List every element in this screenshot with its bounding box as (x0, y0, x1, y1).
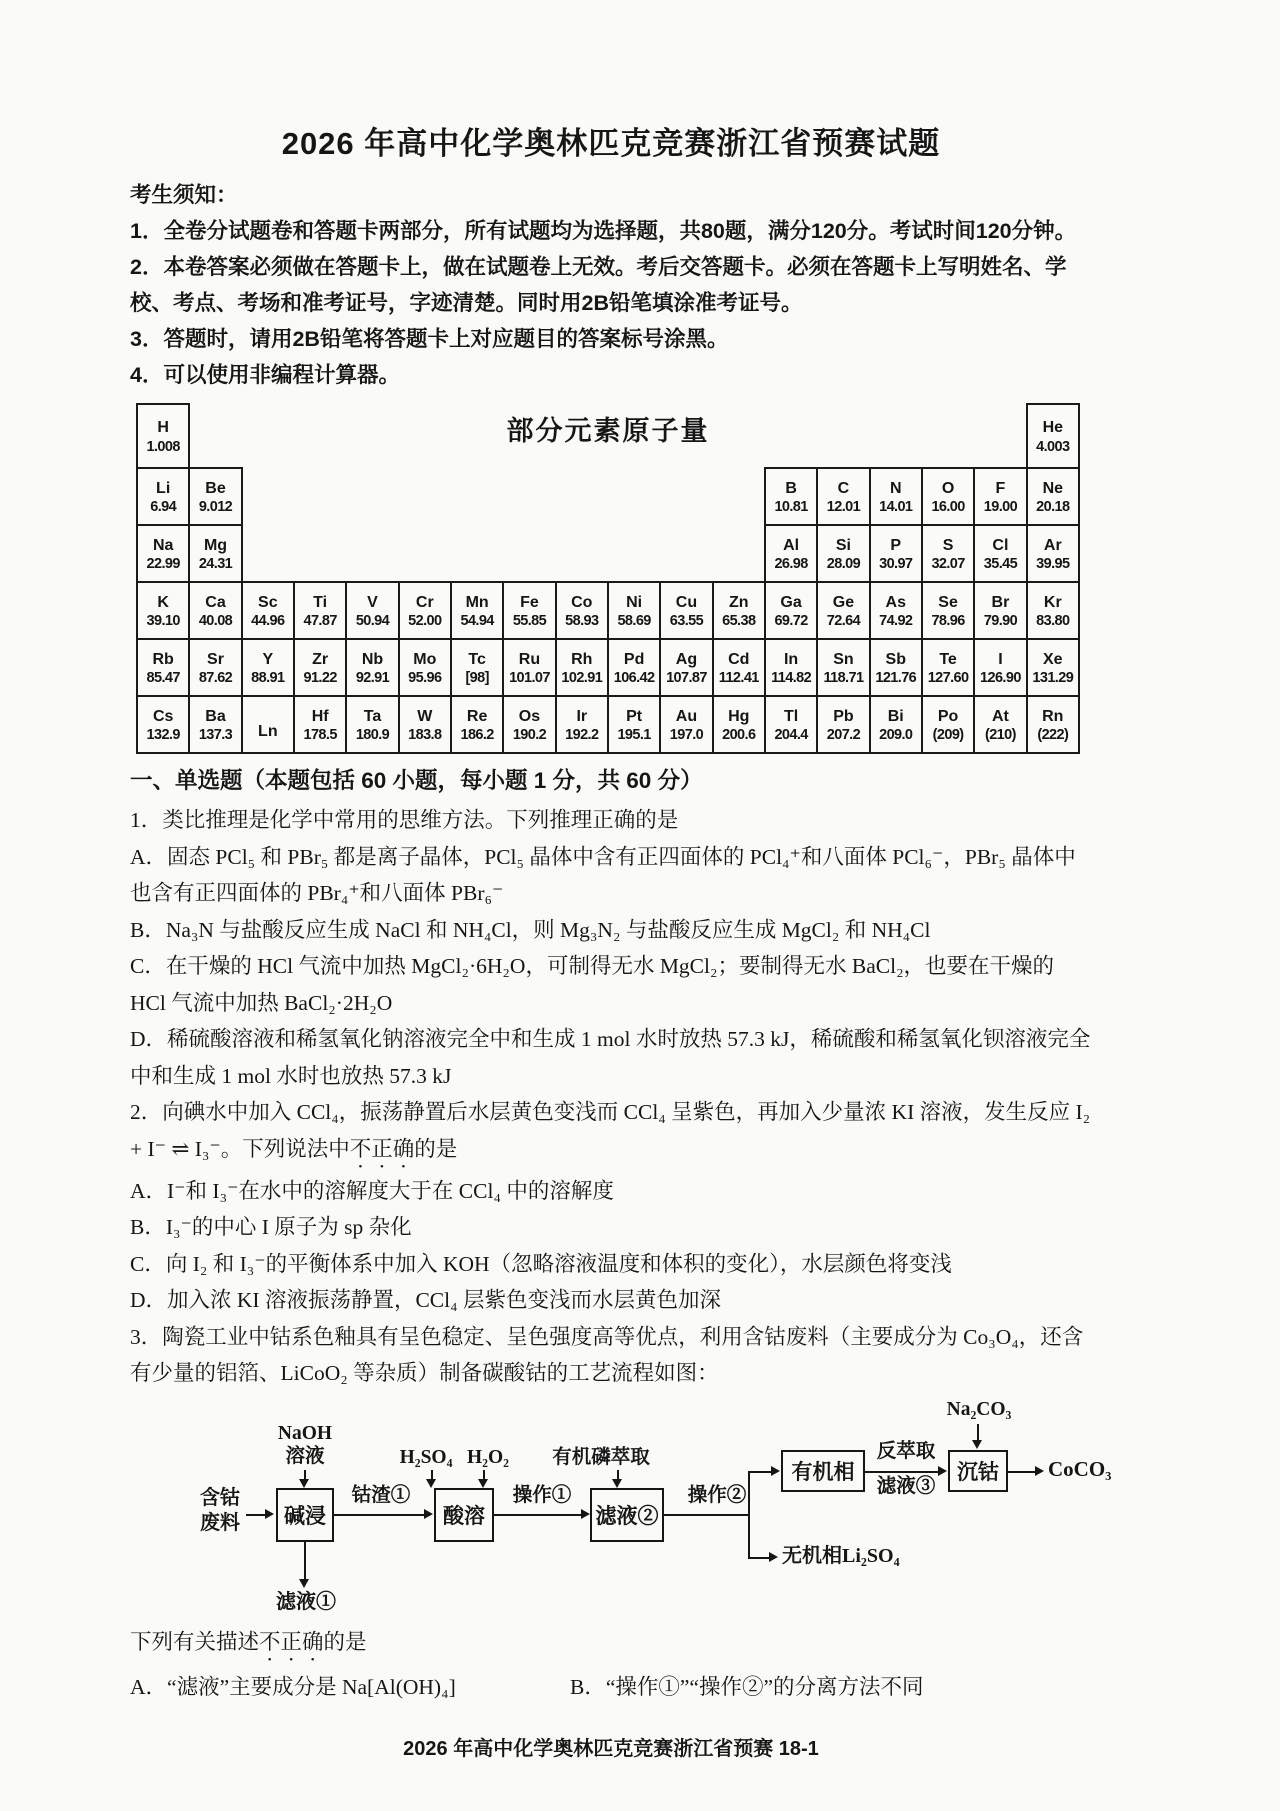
element-symbol: Sr (207, 650, 224, 668)
notice-section (130, 177, 1092, 393)
notice-item: 1．全卷分试题卷和答题卡两部分，所有试题均为选择题，共80题，满分120分。考试时间120分钟。 (130, 219, 1077, 243)
op1-label: 操作① (512, 1484, 572, 1506)
element-mass: 22.99 (146, 556, 180, 573)
element-Ba (189, 696, 241, 753)
element-symbol: Br (991, 593, 1010, 611)
element-symbol: Zn (729, 593, 749, 611)
element-Ca (189, 582, 241, 639)
arrow-line (334, 1514, 425, 1516)
element-S (922, 525, 974, 582)
notice-heading: 考生须知： (130, 183, 238, 207)
box-acid-dissolve: 酸溶 (434, 1488, 494, 1542)
element-mass: 58.93 (565, 613, 599, 630)
element-mass: 47.87 (303, 613, 337, 630)
element-mass: 1.008 (146, 438, 180, 455)
element-symbol: Ni (626, 593, 643, 611)
element-symbol: Ne (1042, 479, 1064, 497)
element-mass: 85.47 (146, 670, 180, 687)
q1-option: B．Na₃N 与盐酸反应生成 NaCl 和 NH₄Cl，则 Mg₃N₂ 与盐酸反应生成 MgCl₂ 和 NH₄Cl (130, 917, 931, 942)
box-organic-phase: 有机相 (781, 1450, 865, 1492)
element-symbol: Y (262, 650, 274, 668)
element-mass: 126.90 (980, 670, 1021, 687)
q1-option: D．稀硫酸溶液和稀氢氧化钠溶液完全中和生成 1 mol 水时放热 57.3 kJ，稀硫酸和稀氢氧化钡溶液完全中和生成 1 mol 水时也放热 57.3 kJ (130, 1027, 1091, 1088)
element-symbol: Rh (571, 650, 593, 668)
element-symbol: O (941, 479, 955, 497)
element-symbol: Cd (728, 650, 750, 668)
element-mass: 52.00 (408, 613, 442, 630)
element-symbol: Al (783, 536, 800, 554)
element-mass: 10.81 (774, 499, 808, 516)
element-symbol: Te (939, 650, 957, 668)
element-mass: 107.87 (666, 670, 707, 687)
element-symbol: Be (205, 479, 226, 497)
element-mass: 28.09 (826, 556, 861, 573)
element-symbol: F (995, 479, 1006, 497)
element-symbol: Ba (205, 707, 226, 725)
element-symbol: Si (835, 536, 851, 554)
element-He (1027, 404, 1079, 468)
inorganic-phase-label: 无机相Li₂SO₄ (782, 1544, 900, 1567)
element-symbol: Tl (783, 707, 799, 725)
element-symbol: S (942, 536, 954, 554)
element-Cd (713, 639, 765, 696)
element-symbol: Au (675, 707, 698, 725)
element-Cr (399, 582, 451, 639)
q1-option: C．在干燥的 HCl 气流中加热 MgCl₂·6H₂O，可制得无水 MgCl₂；要制得无水 BaCl₂，也要在干燥的 HCl 气流中加热 BaCl₂·2H₂O (130, 954, 1055, 1015)
element-symbol: Ag (675, 650, 698, 668)
element-Mn (451, 582, 503, 639)
element-mass: 20.18 (1036, 499, 1070, 516)
element-symbol: At (991, 707, 1009, 725)
element-V (346, 582, 398, 639)
periodic-table-gap (242, 525, 765, 582)
element-Nb (346, 639, 398, 696)
arrow-down-icon (299, 1579, 309, 1588)
element-symbol: In (783, 650, 799, 668)
arrow-line (304, 1542, 306, 1580)
element-mass: 32.07 (931, 556, 965, 573)
naoh-label: NaOH 溶液 (277, 1422, 333, 1467)
element-symbol: Hf (311, 707, 329, 725)
arrow-down-icon (972, 1440, 982, 1449)
arrow-down-icon (478, 1479, 488, 1488)
element-mass: 16.00 (931, 499, 965, 516)
element-symbol: Rb (152, 650, 174, 668)
element-mass: 19.00 (983, 499, 1018, 516)
q3-tail (130, 1624, 1092, 1666)
element-mass: 9.012 (198, 499, 233, 516)
element-mass: 88.91 (251, 670, 285, 687)
element-symbol: Ca (205, 593, 226, 611)
element-mass: 63.55 (669, 613, 704, 630)
page-footer: 2026 年高中化学奥林匹克竞赛浙江省预赛 18-1 (403, 1737, 819, 1760)
element-mass: 209.0 (879, 727, 913, 744)
element-symbol: Pt (626, 707, 643, 725)
arrow-line (748, 1557, 770, 1559)
element-Ta (346, 696, 398, 753)
element-Bi (870, 696, 922, 753)
element-mass: 183.8 (408, 727, 442, 744)
element-symbol: Cu (675, 593, 698, 611)
element-mass: 197.0 (669, 727, 704, 744)
filtrate1-label: 滤液① (276, 1590, 336, 1613)
element-symbol: Hg (728, 707, 750, 725)
element-mass: 180.9 (355, 727, 390, 744)
op2-label: 操作② (687, 1484, 747, 1506)
q3-tail-pre: 下列有关描述 (130, 1629, 260, 1654)
coco3-label: CoCO₃ (1048, 1456, 1112, 1481)
element-symbol: Se (938, 593, 958, 611)
q1-options (130, 839, 1092, 1095)
q3-option-a: A．“滤液”主要成分是 Na[Al(OH)₄] (130, 1674, 456, 1699)
element-mass: 30.97 (879, 556, 913, 573)
element-symbol: Kr (1043, 593, 1062, 611)
element-Be (189, 468, 241, 525)
element-mass: 26.98 (774, 556, 808, 573)
h2o2-label: H₂O₂ (466, 1446, 510, 1468)
element-mass: 106.42 (613, 670, 655, 687)
periodic-table-gap (242, 468, 765, 525)
element-Sc (242, 582, 294, 639)
arrow-down-icon (299, 1479, 309, 1488)
element-Tc (451, 639, 503, 696)
element-Pt (608, 696, 660, 753)
element-Se (922, 582, 974, 639)
arrow-right-icon (424, 1509, 433, 1519)
element-symbol: Ar (1043, 536, 1062, 554)
element-Zr (294, 639, 346, 696)
element-Os (503, 696, 555, 753)
question-2 (130, 1094, 1092, 1319)
q2-stem-post: 的是 (414, 1136, 458, 1161)
cobalt-slag-label: 钴渣① (351, 1484, 411, 1506)
q3-tail-emphasis: 不正确 (259, 1629, 324, 1654)
element-Zn (713, 582, 765, 639)
element-symbol: Ti (313, 593, 328, 611)
element-Cs (137, 696, 189, 753)
q2-option: A．I⁻和 I₃⁻在水中的溶解度大于在 CCl₄ 中的溶解度 (130, 1178, 614, 1203)
q2-option: D．加入浓 KI 溶液振荡静置，CCl₄ 层紫色变浅而水层黄色加深 (130, 1288, 721, 1312)
element-symbol: Cs (152, 707, 174, 725)
element-symbol: V (367, 593, 378, 611)
element-symbol: Mo (413, 650, 437, 668)
q1-stem: 1．类比推理是化学中常用的思维方法。下列推理正确的是 (130, 808, 679, 832)
element-symbol: Ru (518, 650, 541, 668)
element-Pd (608, 639, 660, 696)
element-mass: 101.07 (509, 670, 550, 687)
element-symbol: Li (156, 479, 171, 497)
element-H (137, 404, 189, 468)
periodic-table-title: 部分元素原子量 (506, 416, 710, 446)
element-Ge (817, 582, 869, 639)
element-mass: (222) (1037, 727, 1069, 744)
periodic-table (136, 403, 1080, 754)
element-symbol: Ln (258, 722, 278, 740)
element-Ni (608, 582, 660, 639)
element-Pb (817, 696, 869, 753)
q2-stem-emphasis: 不正确 (349, 1136, 415, 1161)
element-mass: 114.82 (771, 670, 812, 687)
box-cobalt-precip: 沉钴 (948, 1450, 1008, 1492)
element-mass: 131.29 (1032, 670, 1074, 687)
element-symbol: K (157, 593, 169, 611)
element-mass: 24.31 (198, 556, 233, 573)
arrow-right-icon (265, 1509, 274, 1519)
element-symbol: B (785, 479, 797, 497)
element-symbol: N (889, 479, 902, 497)
element-symbol: Os (518, 707, 541, 725)
element-symbol: I (998, 650, 1003, 668)
element-symbol: Cr (415, 593, 434, 611)
element-symbol: C (837, 479, 850, 497)
element-Na (137, 525, 189, 582)
element-mass: 95.96 (408, 670, 442, 687)
element-In (765, 639, 817, 696)
q3-options (130, 1668, 1092, 1706)
element-symbol: Xe (1043, 650, 1063, 668)
notice-item: 2．本卷答案必须做在答题卡上，做在试题卷上无效。考后交答题卡。必须在答题卡上写明姓名、学校、考点、考场和准考证号，字迹清楚。同时用2B铅笔填涂准考证号。 (130, 255, 1067, 315)
question-1 (130, 802, 1092, 1094)
element-symbol: Na (152, 536, 174, 554)
q2-options (130, 1173, 1092, 1319)
element-Ti (294, 582, 346, 639)
element-Sr (189, 639, 241, 696)
element-mass: 112.41 (718, 670, 759, 687)
element-Sb (870, 639, 922, 696)
element-mass: 78.96 (931, 613, 965, 630)
element-Po (922, 696, 974, 753)
element-mass: 39.95 (1036, 556, 1070, 573)
element-symbol: Zr (312, 650, 329, 668)
element-symbol: Sn (833, 650, 854, 668)
element-mass: 186.2 (460, 727, 494, 744)
element-Ar (1027, 525, 1079, 582)
element-symbol: He (1042, 419, 1064, 437)
question-3 (130, 1319, 1112, 1706)
element-mass: 79.90 (983, 613, 1018, 630)
arrow-down-icon (426, 1479, 436, 1488)
element-Br (974, 582, 1026, 639)
element-symbol: Co (571, 593, 593, 611)
element-K (137, 582, 189, 639)
box-filtrate2: 滤液② (590, 1488, 664, 1542)
element-Ru (503, 639, 555, 696)
element-Au (660, 696, 712, 753)
h2so4-label: H₂SO₄ (399, 1446, 453, 1468)
arrow-line (977, 1424, 979, 1440)
element-Si (817, 525, 869, 582)
element-As (870, 582, 922, 639)
element-mass: 74.92 (879, 613, 913, 630)
element-Ne (1027, 468, 1079, 525)
element-Xe (1027, 639, 1079, 696)
element-Hf (294, 696, 346, 753)
element-symbol: Ga (780, 593, 802, 611)
element-Li (137, 468, 189, 525)
arrow-right-icon (771, 1466, 780, 1476)
element-mass: 54.94 (460, 613, 494, 630)
na2co3-label: Na₂CO₃ (946, 1398, 1012, 1420)
element-C (817, 468, 869, 525)
q3-tail-post: 的是 (323, 1629, 367, 1654)
arrow-right-icon (581, 1509, 590, 1519)
element-mass: 178.5 (303, 727, 337, 744)
element-mass: 4.003 (1036, 438, 1070, 455)
element-mass: 127.60 (927, 670, 969, 687)
element-N (870, 468, 922, 525)
arrow-line (494, 1514, 582, 1516)
element-symbol: Sc (258, 593, 278, 611)
element-mass: (209) (932, 727, 964, 744)
element-mass: 137.3 (198, 727, 233, 744)
element-mass: 50.94 (355, 613, 390, 630)
element-Cl (974, 525, 1026, 582)
element-Al (765, 525, 817, 582)
element-mass: 40.08 (198, 613, 233, 630)
filtrate3-label: 滤液③ (876, 1475, 936, 1497)
element-symbol: Ir (576, 707, 588, 725)
element-Sn (817, 639, 869, 696)
element-mass: 83.80 (1036, 613, 1070, 630)
element-Co (556, 582, 608, 639)
element-symbol: Bi (887, 707, 904, 725)
element-symbol: Mn (465, 593, 489, 611)
element-Ir (556, 696, 608, 753)
branch-line (748, 1472, 750, 1559)
q2-option: B．I₃⁻的中心 I 原子为 sp 杂化 (130, 1215, 412, 1239)
element-mass: 207.2 (826, 727, 861, 744)
element-symbol: Ge (832, 593, 855, 611)
arrow-line (1008, 1471, 1036, 1473)
element-mass: 192.2 (565, 727, 599, 744)
notice-item: 4．可以使用非编程计算器。 (130, 363, 400, 387)
element-mass: 190.2 (512, 727, 547, 744)
element-symbol: Ta (363, 707, 382, 725)
element-symbol: H (157, 419, 169, 437)
element-mass: 92.91 (355, 670, 390, 687)
element-symbol: W (417, 707, 433, 725)
element-Tl (765, 696, 817, 753)
element-mass: 14.01 (879, 499, 913, 516)
element-symbol: Mg (203, 536, 228, 554)
element-mass: 200.6 (722, 727, 756, 744)
element-Kr (1027, 582, 1079, 639)
element-mass: 55.85 (512, 613, 547, 630)
element-mass: [98] (465, 670, 489, 687)
element-mass: 102.91 (561, 670, 603, 687)
element-Y (242, 639, 294, 696)
element-Re (451, 696, 503, 753)
element-symbol: Tc (468, 650, 486, 668)
q1-option: A．固态 PCl₅ 和 PBr₅ 都是离子晶体，PCl₅ 晶体中含有正四面体的 PCl₄⁺和八面体 PCl₆⁻，PBr₅ 晶体中也含有正四面体的 PBr₄⁺和八面体 PBr₆⁻ (130, 844, 1076, 905)
element-mass: 204.4 (774, 727, 808, 744)
element-At (974, 696, 1026, 753)
q2-stem-pre: 2．向碘水中加入 CCl₄，振荡静置后水层黄色变浅而 CCl₄ 呈紫色，再加入少量浓 KI 溶液，发生反应 I₂ + I⁻ ⇌ I₃⁻。下列说法中 (130, 1100, 1091, 1161)
arrow-right-icon (769, 1552, 778, 1562)
element-symbol: Re (466, 707, 488, 725)
element-Ag (660, 639, 712, 696)
element-symbol: Po (937, 707, 959, 725)
element-symbol: As (885, 593, 906, 611)
element-mass: 6.94 (150, 499, 177, 516)
section-heading: 一、单选题（本题包括 60 小题，每小题 1 分，共 60 分） (130, 768, 703, 793)
element-symbol: P (890, 536, 902, 554)
element-I (974, 639, 1026, 696)
arrow-line (865, 1471, 939, 1473)
element-Rn (1027, 696, 1079, 753)
element-mass: 195.1 (617, 727, 651, 744)
element-symbol: Fe (520, 593, 539, 611)
element-symbol: Pd (623, 650, 645, 668)
element-mass: 39.10 (146, 613, 180, 630)
arrow-line (748, 1471, 772, 1473)
element-mass: (210) (984, 727, 1016, 744)
element-Fe (503, 582, 555, 639)
element-mass: 65.38 (722, 613, 756, 630)
element-B (765, 468, 817, 525)
arrow-line (664, 1514, 750, 1516)
element-Rb (137, 639, 189, 696)
arrow-line (246, 1514, 266, 1516)
arrow-right-icon (1035, 1466, 1044, 1476)
element-mass: 12.01 (826, 499, 861, 516)
element-mass: 58.69 (617, 613, 651, 630)
element-mass: 72.64 (826, 613, 861, 630)
back-extract-label: 反萃取 (876, 1440, 936, 1462)
element-Te (922, 639, 974, 696)
element-Mo (399, 639, 451, 696)
organic-extract-label: 有机磷萃取 (552, 1446, 650, 1468)
element-mass: 69.72 (774, 613, 808, 630)
element-mass: 118.71 (823, 670, 864, 687)
element-Ln (242, 696, 294, 753)
element-Rh (556, 639, 608, 696)
arrow-down-icon (612, 1479, 622, 1488)
element-mass: 35.45 (983, 556, 1018, 573)
element-F (974, 468, 1026, 525)
notice-item: 3．答题时，请用2B铅笔将答题卡上对应题目的答案标号涂黑。 (130, 327, 729, 351)
element-mass: 44.96 (251, 613, 285, 630)
element-W (399, 696, 451, 753)
element-P (870, 525, 922, 582)
q2-option: C．向 I₂ 和 I₃⁻的平衡体系中加入 KOH（忽略溶液温度和体积的变化），水层颜色将变浅 (130, 1251, 952, 1276)
element-O (922, 468, 974, 525)
element-Hg (713, 696, 765, 753)
element-mass: 91.22 (303, 670, 337, 687)
element-mass: 121.76 (875, 670, 917, 687)
q2-stem (130, 1094, 1092, 1173)
element-mass: 132.9 (146, 727, 180, 744)
q3-option-b: B．“操作①”“操作②”的分离方法不同 (570, 1674, 924, 1699)
notice-items (130, 213, 1092, 393)
element-symbol: Rn (1042, 707, 1064, 725)
element-symbol: Nb (361, 650, 384, 668)
q3-stem: 3．陶瓷工业中钴系色釉具有呈色稳定、呈色强度高等优点，利用含钴废料（主要成分为 Co₃O₄，还含有少量的铝箔、LiCoO₂ 等杂质）制备碳酸钴的工艺流程如图： (130, 1324, 1084, 1385)
box-alkali-leach: 碱浸 (276, 1488, 334, 1542)
element-Ga (765, 582, 817, 639)
process-flowchart (188, 1398, 1112, 1622)
element-Cu (660, 582, 712, 639)
element-symbol: Cl (992, 536, 1009, 554)
element-mass: 87.62 (198, 670, 233, 687)
element-Mg (189, 525, 241, 582)
element-symbol: Sb (885, 650, 906, 668)
element-symbol: Pb (833, 707, 854, 725)
feed-label: 含钴 废料 (200, 1486, 240, 1534)
page-title: 2026 年高中化学奥林匹克竞赛浙江省预赛试题 (281, 126, 941, 161)
